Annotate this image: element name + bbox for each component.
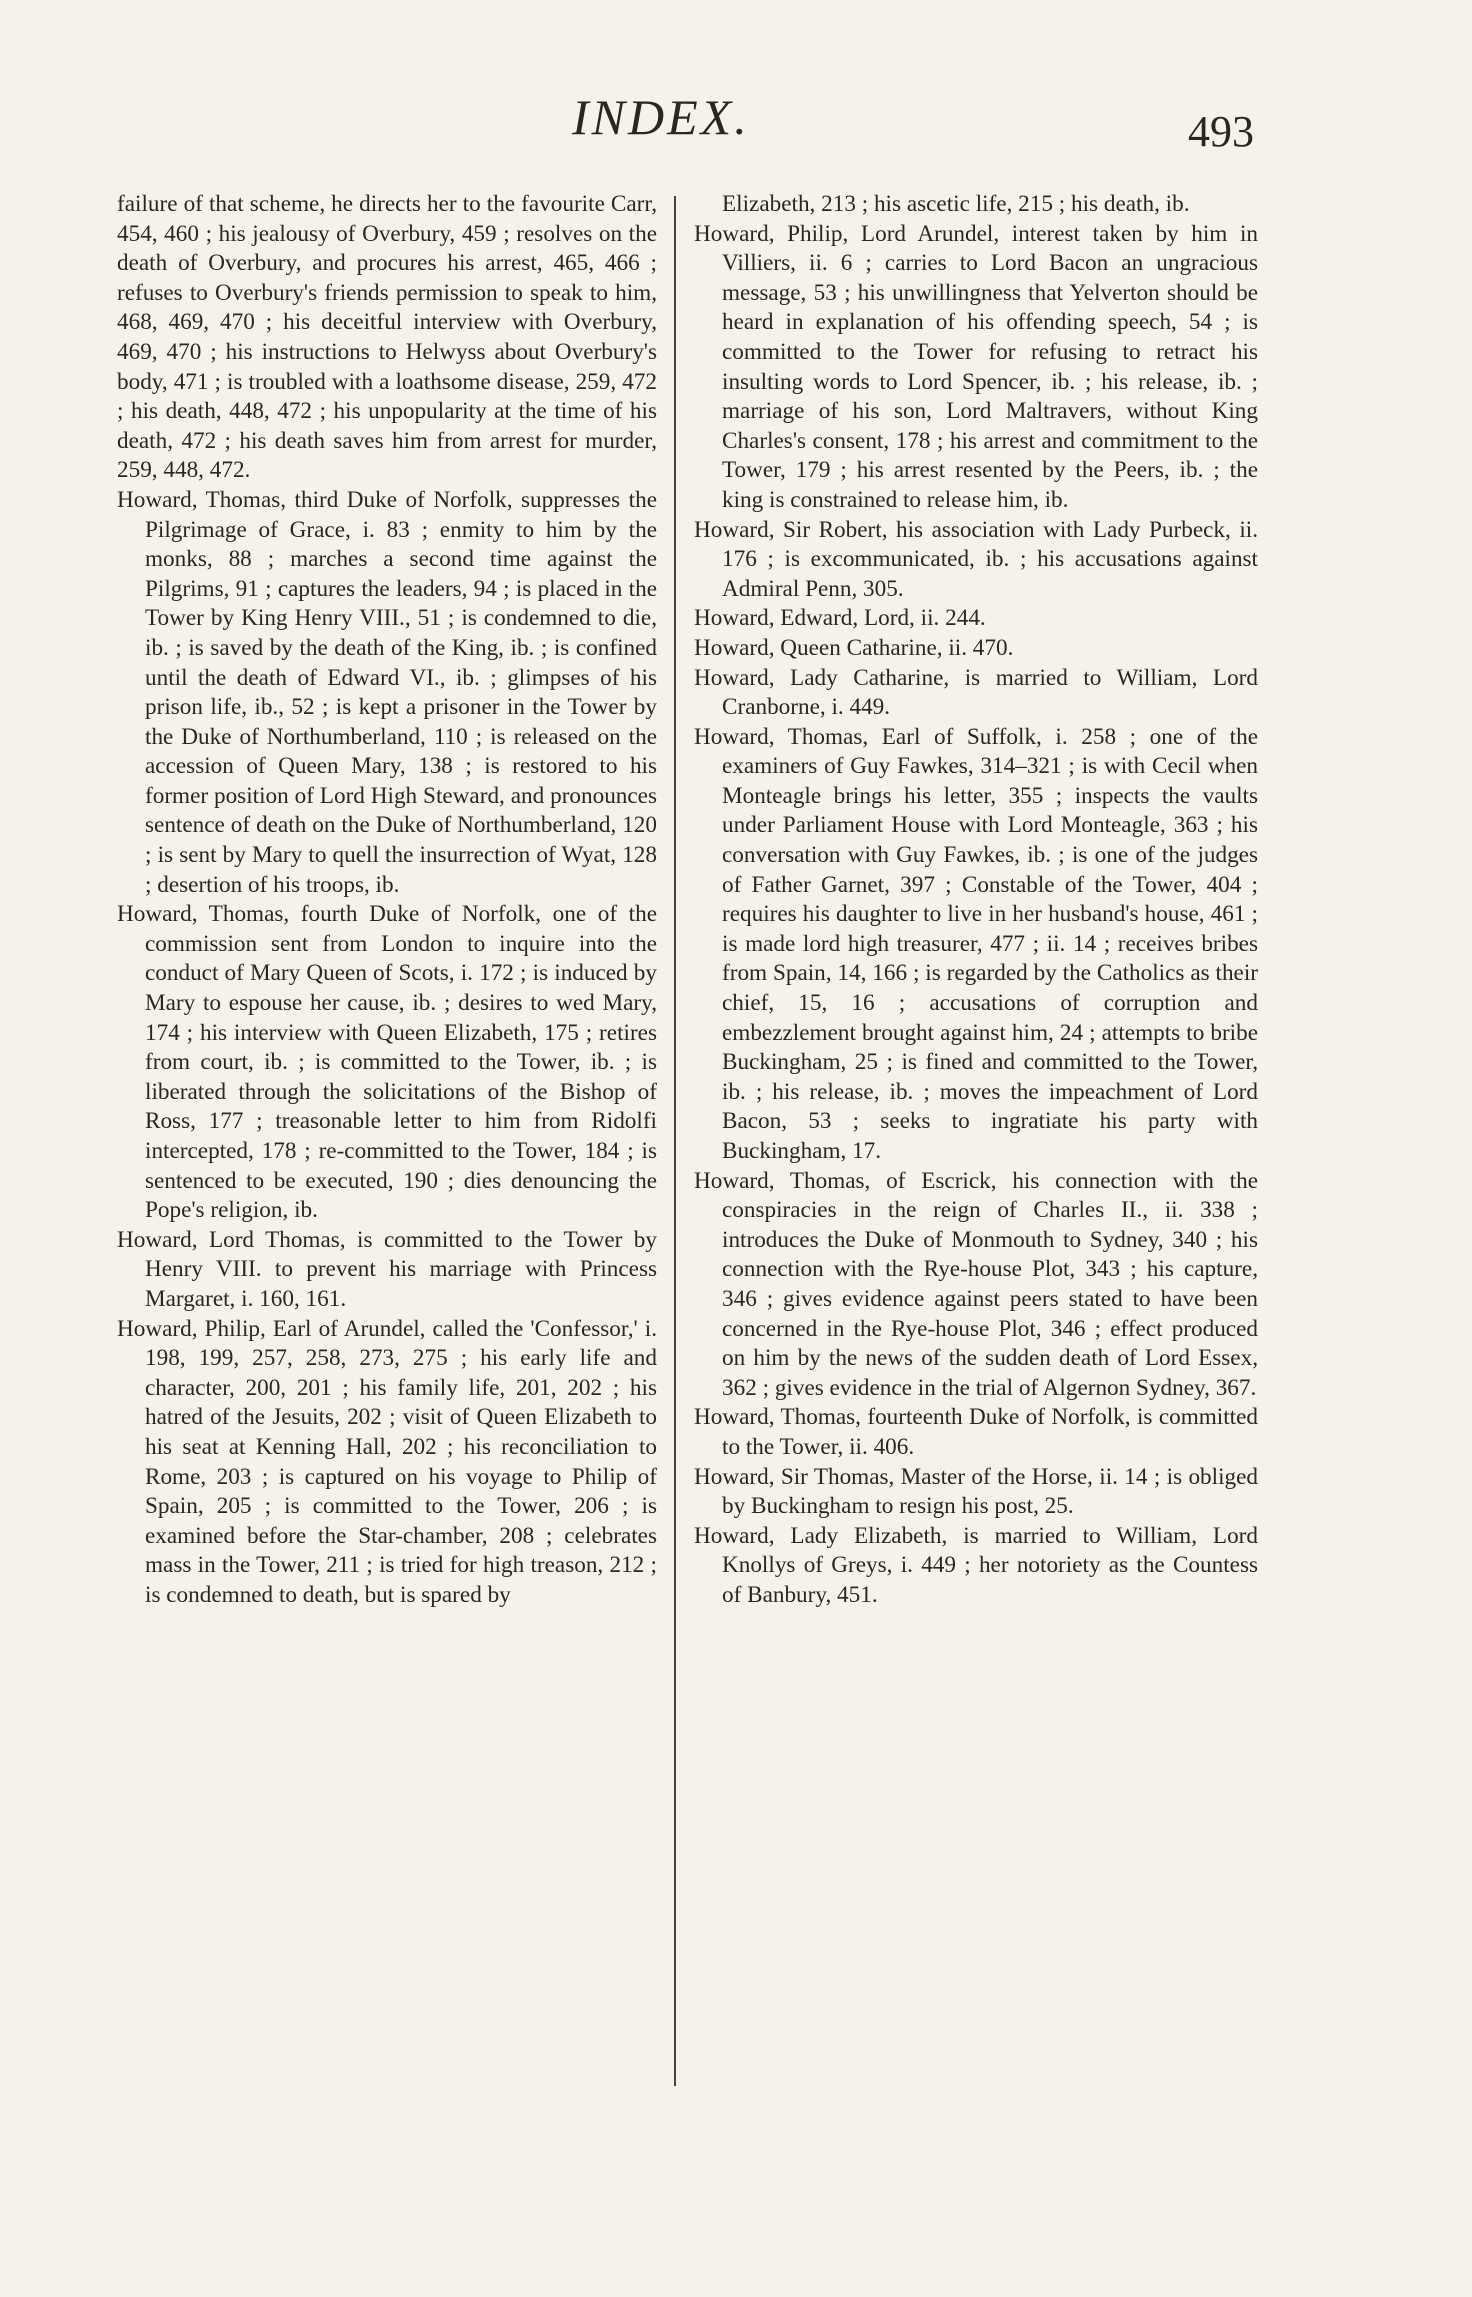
index-entry: Elizabeth, 213 ; his ascetic life, 215 ; his death, ib.: [722, 191, 1190, 217]
index-entry: Howard, Thomas, fourteenth Duke of Norfolk, is committed to the Tower, ii. 406.: [694, 1404, 1258, 1460]
index-entry: Howard, Lord Thomas, is committed to the Tower by Henry VIII. to prevent his marriage with Princess Margaret, i. 160, 161.: [117, 1226, 657, 1312]
running-title: INDEX.: [572, 89, 750, 145]
index-entry: Howard, Philip, Earl of Arundel, called the 'Confessor,' i. 198, 199, 257, 258, 273, 275 ; his early life and character, 200, 201 ; his family life, 201, 202 ; his hatred of the Jesuits, 202 ; visit of Queen Elizabeth to his seat at Kenning Hall, 202 ; his reconciliation to Rome, 203 ; is captured on his voyage to Philip of Spain, 205 ; is committed to the Tower, 206 ; is examined before the Star-chamber, 208 ; celebrates mass in the Tower, 211 ; is tried for high treason, 212 ; is condemned to death, but is spared by: [117, 1315, 657, 1608]
index-entry: Howard, Sir Thomas, Master of the Horse, ii. 14 ; is obliged by Buckingham to resign his post, 25.: [694, 1463, 1258, 1520]
index-entry: Howard, Thomas, of Escrick, his connection with the conspiracies in the reign of Charles II., ii. 338 ; introduces the Duke of Monmouth to Sydney, 340 ; his connection with the Rye-house Plot, 343 ; his capture, 346 ; gives evidence against peers stated to have been concerned in the Rye-house Plot, 346 ; effect produced on him by the news of the sudden death of Lord Essex, 362 ; gives evidence in the trial of Algernon Sydney, 367.: [694, 1167, 1258, 1401]
index-entry: Howard, Lady Elizabeth, is married to William, Lord Knollys of Greys, i. 449 ; her notoriety as the Countess of Banbury, 451.: [694, 1522, 1258, 1608]
index-entry: Howard, Philip, Lord Arundel, interest taken by him in Villiers, ii. 6 ; carries to Lord Bacon an ungracious message, 53 ; his unwillingness that Yelverton should be heard in explanation of his offending speech, 54 ; is committed to the Tower for refusing to retract his insulting words to Lord Spencer, ib. ; his release, ib. ; marriage of his son, Lord Maltravers, without King Charles's consent, 178 ; his arrest and commitment to the Tower, 179 ; his arrest resented by the Peers, ib. ; the king is constrained to release him, ib.: [694, 220, 1258, 513]
running-head: [0, 88, 1472, 158]
left-column: [117, 190, 657, 1611]
page-number: 493: [1188, 107, 1254, 156]
index-entry: Howard, Thomas, fourth Duke of Norfolk, one of the commission sent from London to inquire into the conduct of Mary Queen of Scots, i. 172 ; is induced by Mary to espouse her cause, ib. ; desires to wed Mary, 174 ; his interview with Queen Elizabeth, 175 ; retires from court, ib. ; is committed to the Tower, ib. ; is liberated through the solicitations of the Bishop of Ross, 177 ; treasonable letter to him from Ridolfi intercepted, 178 ; re-committed to the Tower, 184 ; is sentenced to be executed, 190 ; dies denouncing the Pope's religion, ib.: [117, 901, 657, 1224]
index-entry: Howard, Lady Catharine, is married to William, Lord Cranborne, i. 449.: [694, 664, 1258, 721]
index-entry: Howard, Thomas, third Duke of Norfolk, suppresses the Pilgrimage of Grace, i. 83 ; enmity to him by the monks, 88 ; marches a second time against the Pilgrims, 91 ; captures the leaders, 94 ; is placed in the Tower by King Henry VIII., 51 ; is condemned to die, ib. ; is saved by the death of the King, ib. ; is confined until the death of Edward VI., ib. ; glimpses of his prison life, ib., 52 ; is kept a prisoner in the Tower by the Duke of Northumberland, 110 ; is released on the accession of Queen Mary, 138 ; is restored to his former position of Lord High Steward, and pronounces sentence of death on the Duke of Northumberland, 120 ; is sent by Mary to quell the insurrection of Wyat, 128 ; desertion of his troops, ib.: [117, 486, 657, 898]
index-entry: failure of that scheme, he directs her to the favourite Carr, 454, 460 ; his jealousy of Overbury, 459 ; resolves on the death of Overbury, and procures his arrest, 465, 466 ; refuses to Overbury's friends permission to speak to him, 468, 469, 470 ; his deceitful interview with Overbury, 469, 470 ; his instructions to Helwyss about Overbury's body, 471 ; is troubled with a loathsome disease, 259, 472 ; his death, 448, 472 ; his unpopularity at the time of his death, 472 ; his death saves him from arrest for murder, 259, 448, 472.: [117, 191, 657, 484]
right-column: [694, 190, 1258, 1611]
index-entry: Howard, Edward, Lord, ii. 244.: [694, 605, 986, 632]
index-entry: Howard, Queen Catharine, ii. 470.: [694, 634, 1014, 661]
index-entry: Howard, Sir Robert, his association with Lady Purbeck, ii. 176 ; is excommunicated, ib. ; his accusations against Admiral Penn, 305.: [694, 516, 1258, 602]
index-entry: Howard, Thomas, Earl of Suffolk, i. 258 ; one of the examiners of Guy Fawkes, 314–321 ; is with Cecil when Monteagle brings his letter, 355 ; inspects the vaults under Parliament House with Lord Monteagle, 363 ; his conversation with Guy Fawkes, ib. ; is one of the judges of Father Garnet, 397 ; Constable of the Tower, 404 ; requires his daughter to live in her husband's house, 461 ; is made lord high treasurer, 477 ; ii. 14 ; receives bribes from Spain, 14, 166 ; is regarded by the Catholics as their chief, 15, 16 ; accusations of corruption and embezzlement brought against him, 24 ; attempts to bribe Buckingham, 25 ; is fined and committed to the Tower, ib. ; his release, ib. ; moves the impeachment of Lord Bacon, 53 ; seeks to ingratiate his party with Buckingham, 17.: [694, 723, 1258, 1164]
column-divider: [674, 196, 676, 2086]
